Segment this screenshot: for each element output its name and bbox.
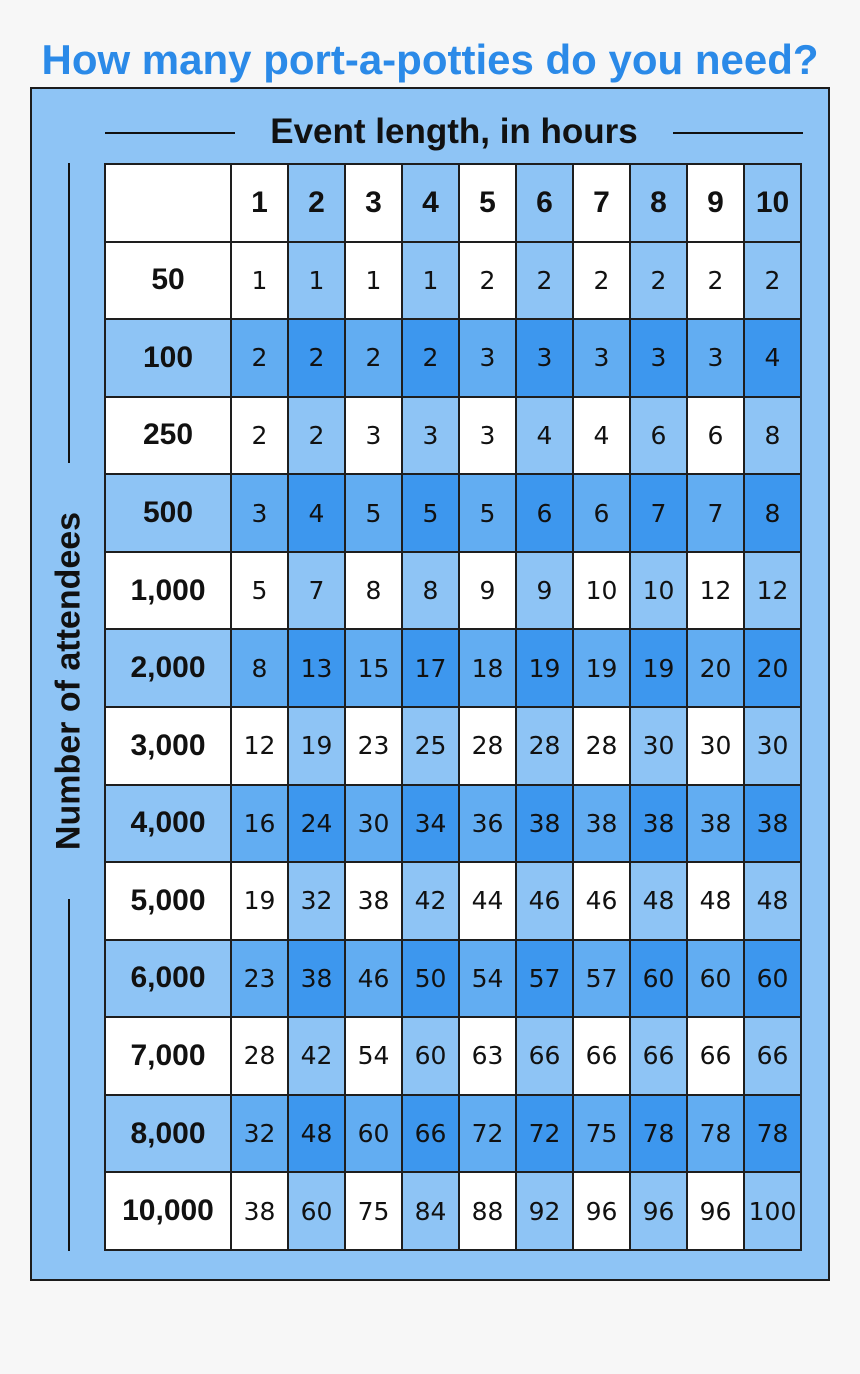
- column-axis-heading: [105, 107, 803, 157]
- table-cell: 2: [459, 242, 516, 320]
- table-cell: 66: [402, 1095, 459, 1173]
- table-cell: 23: [231, 940, 288, 1018]
- table-cell: 8: [345, 552, 402, 630]
- table-row: [105, 1017, 801, 1095]
- row-axis-heading: [44, 163, 94, 1251]
- table-cell: 9: [459, 552, 516, 630]
- table-row: [105, 707, 801, 785]
- row-header: 100: [105, 319, 231, 397]
- table-cell: 19: [630, 629, 687, 707]
- table-row: [105, 1172, 801, 1250]
- table-cell: 60: [744, 940, 801, 1018]
- column-header-2: 2: [288, 164, 345, 242]
- column-header-1: 1: [231, 164, 288, 242]
- column-header-5: 5: [459, 164, 516, 242]
- table-cell: 72: [459, 1095, 516, 1173]
- table-row: [105, 474, 801, 552]
- table-cell: 38: [345, 862, 402, 940]
- table-cell: 66: [630, 1017, 687, 1095]
- row-header: 5,000: [105, 862, 231, 940]
- table-cell: 7: [288, 552, 345, 630]
- column-header-7: 7: [573, 164, 630, 242]
- table-cell: 38: [573, 785, 630, 863]
- table-cell: 1: [402, 242, 459, 320]
- table-row: [105, 862, 801, 940]
- table-row: [105, 785, 801, 863]
- row-header: 8,000: [105, 1095, 231, 1173]
- table-cell: 78: [630, 1095, 687, 1173]
- table-cell: 24: [288, 785, 345, 863]
- row-heading-rule-bottom: [68, 899, 70, 1251]
- row-header: 7,000: [105, 1017, 231, 1095]
- table-cell: 1: [345, 242, 402, 320]
- table-cell: 42: [288, 1017, 345, 1095]
- table-cell: 16: [231, 785, 288, 863]
- table-cell: 46: [516, 862, 573, 940]
- table-cell: 66: [687, 1017, 744, 1095]
- table-cell: 75: [573, 1095, 630, 1173]
- table-cell: 42: [402, 862, 459, 940]
- corner-cell: [105, 164, 231, 242]
- table-cell: 2: [288, 319, 345, 397]
- table-row: [105, 940, 801, 1018]
- table-cell: 30: [687, 707, 744, 785]
- table-cell: 96: [573, 1172, 630, 1250]
- table-cell: 20: [687, 629, 744, 707]
- table-cell: 48: [744, 862, 801, 940]
- table-cell: 5: [345, 474, 402, 552]
- table-cell: 3: [630, 319, 687, 397]
- table-cell: 38: [630, 785, 687, 863]
- table-cell: 2: [288, 397, 345, 475]
- table-cell: 9: [516, 552, 573, 630]
- chart-title: How many port-a-potties do you need?: [41, 36, 819, 83]
- table-row: [105, 1095, 801, 1173]
- table-cell: 6: [630, 397, 687, 475]
- table-cell: 66: [516, 1017, 573, 1095]
- table-cell: 44: [459, 862, 516, 940]
- table-row: [105, 629, 801, 707]
- row-header: 2,000: [105, 629, 231, 707]
- table-cell: 84: [402, 1172, 459, 1250]
- table-cell: 78: [687, 1095, 744, 1173]
- data-table: [104, 163, 802, 1251]
- table-cell: 60: [687, 940, 744, 1018]
- table-cell: 3: [687, 319, 744, 397]
- table-cell: 60: [345, 1095, 402, 1173]
- table-cell: 38: [231, 1172, 288, 1250]
- table-cell: 28: [231, 1017, 288, 1095]
- row-heading-rule-top: [68, 163, 70, 463]
- table-row: [105, 242, 801, 320]
- table-cell: 78: [744, 1095, 801, 1173]
- table-cell: 3: [516, 319, 573, 397]
- table-cell: 19: [231, 862, 288, 940]
- table-cell: 5: [231, 552, 288, 630]
- table-cell: 60: [288, 1172, 345, 1250]
- table-cell: 60: [402, 1017, 459, 1095]
- table-cell: 12: [687, 552, 744, 630]
- table-cell: 8: [744, 474, 801, 552]
- table-cell: 4: [573, 397, 630, 475]
- table-cell: 2: [345, 319, 402, 397]
- column-header-9: 9: [687, 164, 744, 242]
- table-cell: 3: [459, 397, 516, 475]
- table-cell: 1: [288, 242, 345, 320]
- table-cell: 4: [288, 474, 345, 552]
- table-cell: 88: [459, 1172, 516, 1250]
- table-cell: 8: [231, 629, 288, 707]
- table-cell: 57: [573, 940, 630, 1018]
- table-cell: 4: [744, 319, 801, 397]
- table-cell: 2: [231, 397, 288, 475]
- table-cell: 36: [459, 785, 516, 863]
- column-header-3: 3: [345, 164, 402, 242]
- table-cell: 25: [402, 707, 459, 785]
- table-cell: 6: [516, 474, 573, 552]
- table-cell: 66: [573, 1017, 630, 1095]
- row-header: 500: [105, 474, 231, 552]
- table-cell: 32: [288, 862, 345, 940]
- table-cell: 34: [402, 785, 459, 863]
- table-cell: 48: [630, 862, 687, 940]
- header-row: [105, 164, 801, 242]
- table-cell: 2: [630, 242, 687, 320]
- table-cell: 66: [744, 1017, 801, 1095]
- table-cell: 8: [402, 552, 459, 630]
- table-cell: 28: [573, 707, 630, 785]
- table-cell: 18: [459, 629, 516, 707]
- table-cell: 3: [573, 319, 630, 397]
- row-header: 3,000: [105, 707, 231, 785]
- table-cell: 46: [573, 862, 630, 940]
- table-cell: 2: [516, 242, 573, 320]
- table-cell: 48: [687, 862, 744, 940]
- table-cell: 7: [630, 474, 687, 552]
- column-header-6: 6: [516, 164, 573, 242]
- table-row: [105, 552, 801, 630]
- data-table-body: [105, 164, 801, 1250]
- table-row: [105, 319, 801, 397]
- table-cell: 15: [345, 629, 402, 707]
- table-cell: 12: [231, 707, 288, 785]
- table-cell: 96: [630, 1172, 687, 1250]
- table-cell: 28: [459, 707, 516, 785]
- table-cell: 50: [402, 940, 459, 1018]
- row-header: 4,000: [105, 785, 231, 863]
- row-header: 50: [105, 242, 231, 320]
- table-cell: 23: [345, 707, 402, 785]
- table-cell: 28: [516, 707, 573, 785]
- table-cell: 10: [630, 552, 687, 630]
- table-cell: 7: [687, 474, 744, 552]
- table-row: [105, 397, 801, 475]
- table-cell: 38: [288, 940, 345, 1018]
- table-cell: 1: [231, 242, 288, 320]
- table-cell: 3: [231, 474, 288, 552]
- table-cell: 32: [231, 1095, 288, 1173]
- table-cell: 63: [459, 1017, 516, 1095]
- table-cell: 6: [573, 474, 630, 552]
- row-header: 10,000: [105, 1172, 231, 1250]
- table-cell: 46: [345, 940, 402, 1018]
- table-cell: 5: [459, 474, 516, 552]
- table-cell: 19: [288, 707, 345, 785]
- table-cell: 5: [402, 474, 459, 552]
- table-cell: 30: [744, 707, 801, 785]
- table-cell: 54: [459, 940, 516, 1018]
- table-cell: 2: [687, 242, 744, 320]
- table-cell: 72: [516, 1095, 573, 1173]
- table-cell: 96: [687, 1172, 744, 1250]
- table-cell: 2: [573, 242, 630, 320]
- table-cell: 60: [630, 940, 687, 1018]
- table-cell: 4: [516, 397, 573, 475]
- table-cell: 10: [573, 552, 630, 630]
- table-cell: 92: [516, 1172, 573, 1250]
- row-axis-label: Number of attendees: [49, 511, 88, 851]
- column-axis-label: Event length, in hours: [270, 112, 638, 151]
- table-cell: 8: [744, 397, 801, 475]
- row-header: 1,000: [105, 552, 231, 630]
- table-cell: 48: [288, 1095, 345, 1173]
- table-cell: 54: [345, 1017, 402, 1095]
- table-cell: 6: [687, 397, 744, 475]
- row-header: 6,000: [105, 940, 231, 1018]
- table-cell: 38: [744, 785, 801, 863]
- table-cell: 12: [744, 552, 801, 630]
- table-cell: 38: [687, 785, 744, 863]
- column-header-4: 4: [402, 164, 459, 242]
- table-cell: 75: [345, 1172, 402, 1250]
- table-cell: 38: [516, 785, 573, 863]
- table-cell: 2: [744, 242, 801, 320]
- table-cell: 19: [516, 629, 573, 707]
- table-cell: 19: [573, 629, 630, 707]
- table-cell: 100: [744, 1172, 801, 1250]
- table-cell: 13: [288, 629, 345, 707]
- table-cell: 17: [402, 629, 459, 707]
- row-header: 250: [105, 397, 231, 475]
- table-cell: 3: [402, 397, 459, 475]
- table-cell: 57: [516, 940, 573, 1018]
- table-cell: 2: [402, 319, 459, 397]
- column-header-10: 10: [744, 164, 801, 242]
- table-cell: 20: [744, 629, 801, 707]
- table-cell: 2: [231, 319, 288, 397]
- table-cell: 3: [459, 319, 516, 397]
- column-header-8: 8: [630, 164, 687, 242]
- table-cell: 30: [345, 785, 402, 863]
- table-cell: 3: [345, 397, 402, 475]
- table-cell: 30: [630, 707, 687, 785]
